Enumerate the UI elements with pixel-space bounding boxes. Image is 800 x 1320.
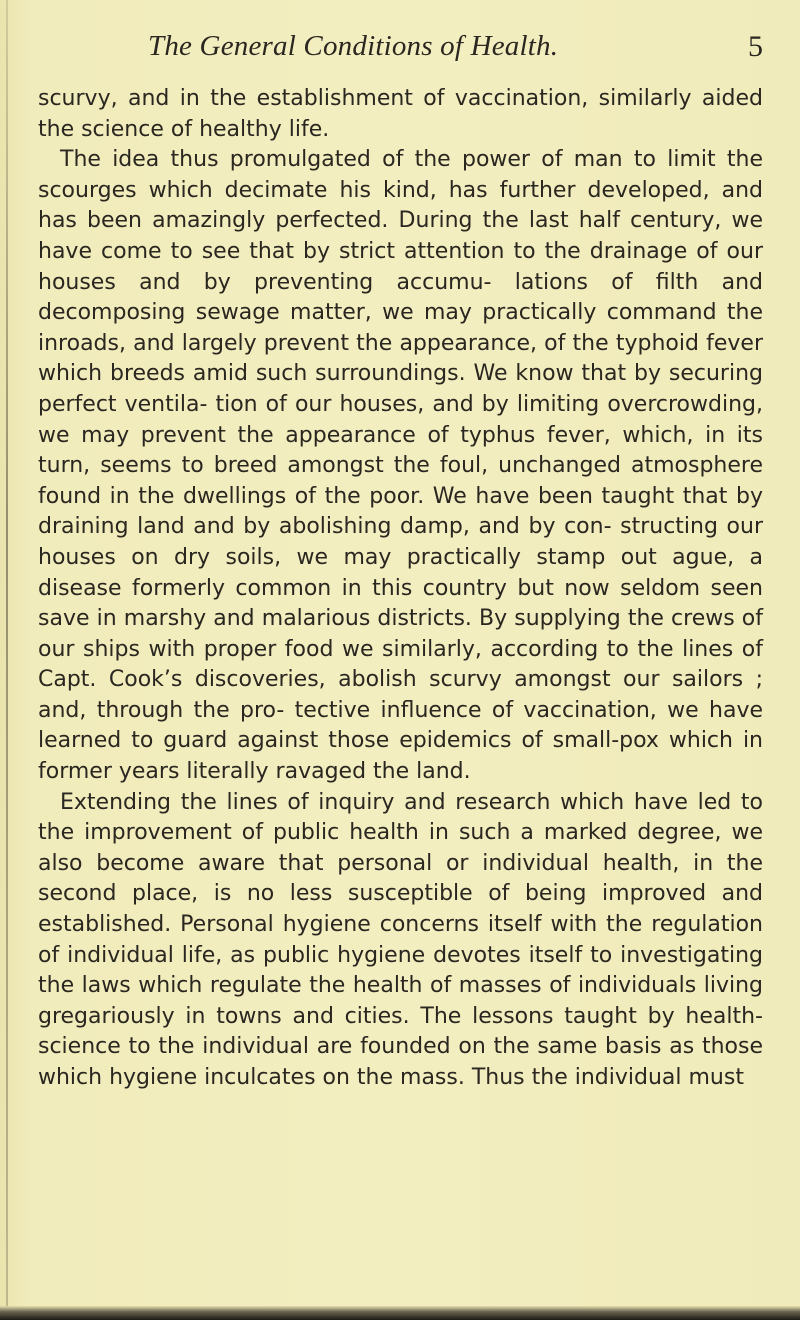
paragraph-continuation: scurvy, and in the establishment of vaccination, similarly aided the science of healthy life. (38, 86, 763, 142)
page-number: 5 (748, 30, 763, 63)
page-gutter-edge (6, 0, 8, 1320)
paragraph-personal-health: Extending the lines of inquiry and research which have led to the improvement of public health in such a marked degree, we also become aware that personal or individual health, in the second place, is no less susceptible of being improved and established. Personal hygiene concerns itself with the regulation of individual life, as public hygiene devotes itself to investigating the laws which regulate the health of masses of individuals living gregariously in towns and cities. The lessons taught by health-science to the individual are founded on the same basis as those which hygiene inculcates on the mass. Thus the individual must (38, 789, 763, 1090)
page-header (38, 30, 763, 70)
page-bottom-edge (0, 1306, 800, 1320)
body-text (38, 84, 763, 1094)
running-title: The General Conditions of Health. (148, 30, 559, 62)
paragraph-sanitary-progress: The idea thus promulgated of the power of man to limit the scourges which decimate his kind, has further developed, and has been amazingly perfected. During the last half century, we have come to see that by strict attention to the drainage of our houses and by preventing accumu- lations of filth and decomposing sewage matter, we may practically command the inroads, and largely prevent the appearance, of the typhoid fever which breeds amid such surroundings. We know that by securing perfect ventila- tion of our houses, and by limiting overcrowding, we may prevent the appearance of typhus fever, which, in its turn, seems to breed amongst the foul, unchanged atmosphere found in the dwellings of the poor. We have been taught that by draining land and by abolishing damp, and by con- structing our houses on dry soils, we may practically stamp out ague, a disease formerly common in this country but now seldom seen save in marshy and malarious districts. By supplying the crews of our ships with proper food we similarly, according to the lines of Capt. Cook’s discoveries, abolish scurvy amongst our sailors ; and, through the pro- tective influence of vaccination, we have learned to guard against those epidemics of small-pox which in former years literally ravaged the land. (38, 147, 763, 785)
